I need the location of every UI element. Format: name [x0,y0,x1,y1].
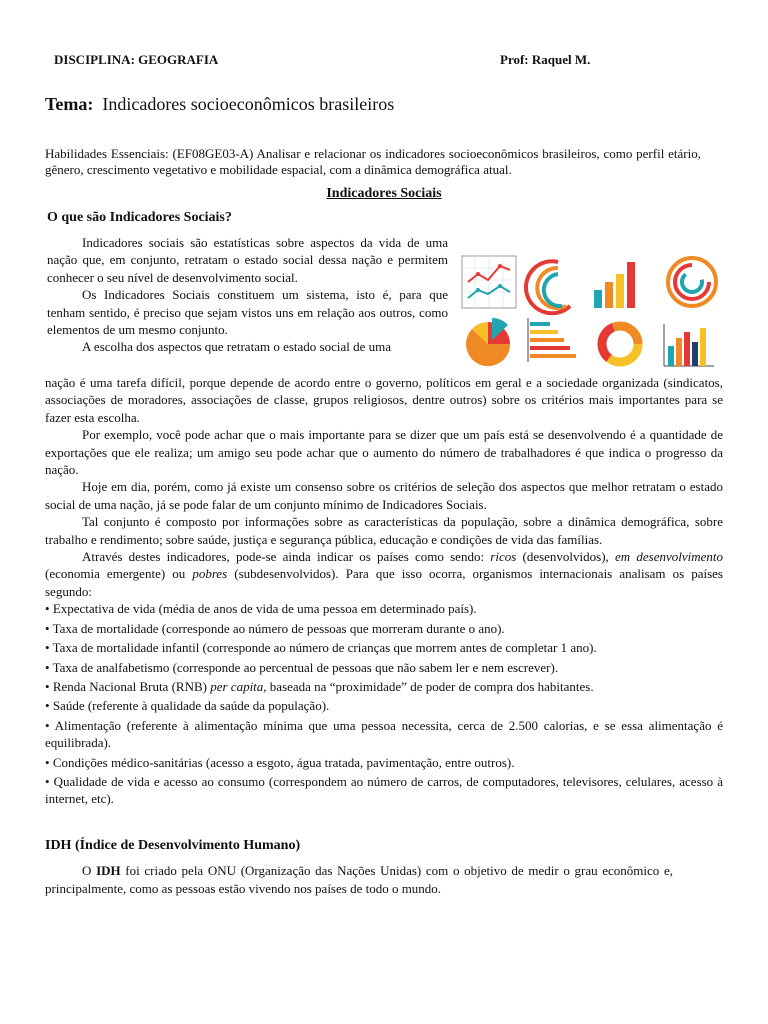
list-item: • Taxa de mortalidade (corresponde ao número de pessoas que morreram durante o ano). [45,620,723,637]
italic-per-capita: per capita [210,678,264,694]
chart-icons-illustration [458,252,728,372]
text-span: (subdesenvolvidos). Para que isso ocorra, organismos internacionais analisam os países segundo: [45,566,723,599]
arc-chart-icon [526,261,570,313]
skills-paragraph: Habilidades Essenciais: (EF08GE03-A) Analisar e relacionar os indicadores socioeconômicos brasileiros, como perfil etário, gênero, crescimento vegetativo e mobilidade espacial, com a dinâmica demográfica atual. [45,146,701,177]
list-item: • Taxa de analfabetismo (corresponde ao percentual de pessoas que não sabem ler e nem escrever). [45,659,723,676]
radial-chart-icon [668,258,716,306]
section-title: Indicadores Sociais [326,186,442,201]
theme-line [45,94,394,115]
question-title: O que são Indicadores Sociais? [47,210,232,225]
line-chart-icon [462,256,516,308]
italic-em-desenvolvimento: em desenvolvimento [615,549,723,565]
list-item: • Alimentação (referente à alimentação mínima que uma pessoa necessita, cerca de 2.500 calorias, e se essa alimentação é equilibrada). [45,717,723,752]
column-chart-icon [664,324,714,366]
donut-chart-icon [602,326,638,362]
intro-paragraph-2: Os Indicadores Sociais constituem um sistema, isto é, para que tenham sentido, é preciso que sejam vistos uns em relação aos outros, como elementos de um mesmo conjunto. [47,287,448,338]
text-span: O [82,863,97,878]
italic-ricos: ricos [490,549,517,565]
list-item: • Condições médico-sanitárias (acesso a esgoto, água tratada, pavimentação, entre outros). [45,754,723,771]
list-item: • Taxa de mortalidade infantil (corresponde ao número de crianças que morrem antes de completar 1 ano). [45,639,723,656]
theme-label: Tema: [45,94,94,114]
bold-idh: IDH [96,863,121,878]
list-item: • Saúde (referente à qualidade da saúde da população). [45,697,723,714]
paragraph-continuation: nação é uma tarefa difícil, porque depende de acordo entre o governo, políticos em geral e a sociedade organizada (sindicatos, associações de moradores, associações de classe, grupos religiosos, dentre outros) sobre os critérios mais importantes para se fazer esta escolha. [45,375,723,425]
text-span: foi criado pela ONU (Organização das Nações Unidas) com o objetivo de medir o grau econômico e, principalmente, como as pessoas estão vivendo nos países de todo o mundo. [45,863,673,896]
list-item [45,678,723,695]
list-item: • Qualidade de vida e acesso ao consumo (correspondem ao número de carros, de computadores, televisores, celulares, acesso à internet, etc). [45,773,723,808]
italic-pobres: pobres [192,566,228,582]
text-span: Através destes indicadores, pode-se ainda indicar os países como sendo: [82,549,491,565]
text-span: (economia emergente) ou [45,566,193,582]
intro-paragraph-1: Indicadores sociais são estatísticas sobre aspectos da vida de uma nação que, em conjunto, retratam o estado social dessa nação e permitem conhecer o seu nível de desenvolvimento social. [47,235,448,285]
paragraph-classification [45,548,723,600]
intro-paragraph-3: A escolha dos aspectos que retratam o estado social de uma [82,339,392,355]
idh-paragraph [45,862,673,898]
paragraph-example: Por exemplo, você pode achar que o mais importante para se dizer que um país está se desenvolvendo é a quantidade de exportações que ele realiza; um amigo seu pode achar que o aumento do número de trabalhadores é que indica o progresso da nação. [45,427,723,478]
list-item: • Expectativa de vida (média de anos de vida de uma pessoa em determinado país). [45,600,723,617]
paragraph-consensus: Hoje em dia, porém, como já existe um consenso sobre os critérios de seleção dos aspectos que melhor retratam o estado social de uma nação, já se pode falar de um conjunto mínimo de Indicadores Sociais. [45,479,723,512]
theme-text: Indicadores socioeconômicos brasileiros [102,94,395,114]
horizontal-bar-icon [528,318,576,362]
text-span: Renda Nacional Bruta (RNB) [52,678,211,694]
bar-chart-icon [594,262,635,308]
intro-column [47,234,448,356]
discipline-label: DISCIPLINA: GEOGRAFIA [54,52,219,67]
pie-chart-icon [466,318,510,366]
text-span: , baseada na “proximidade” de poder de compra dos habitantes. [263,678,594,694]
idh-section [45,862,673,898]
idh-title: IDH (Índice de Desenvolvimento Humano) [45,838,301,853]
indicator-list [45,600,723,807]
paragraph-set: Tal conjunto é composto por informações sobre as características da população, sobre a dinâmica demográfica, sobre trabalho e rendimento; sobre saúde, justiça e segurança pública, educação e condições de vida das famílias. [45,514,723,547]
text-span: (desenvolvidos), [516,549,615,565]
professor-label: Prof: Raquel M. [500,52,591,67]
main-body [45,374,723,810]
